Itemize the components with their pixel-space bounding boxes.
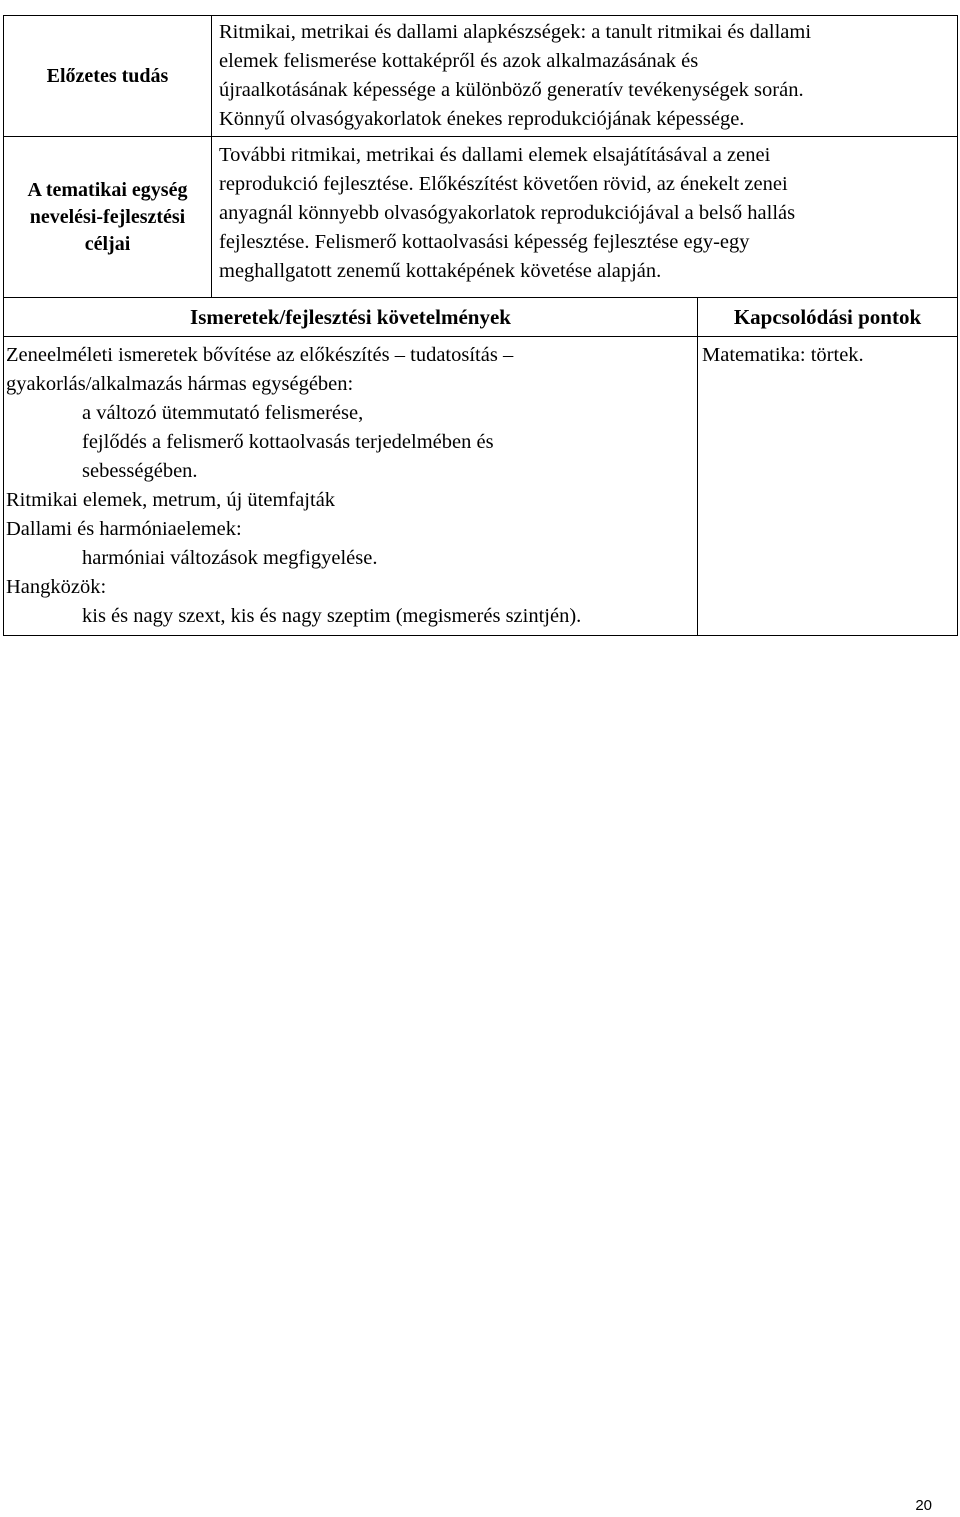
text-line: További ritmikai, metrikai és dallami elemek elsajátításával a zenei [219, 144, 771, 166]
content-row [4, 337, 958, 636]
text-line: Ritmikai, metrikai és dallami alapkészségek: a tanult ritmikai és dallami [219, 21, 812, 43]
requirement-line: sebességében. [82, 460, 198, 482]
goals-text [212, 137, 958, 298]
requirement-line: fejlődés a felismerő kottaolvasás terjedelmében és [82, 431, 494, 453]
goals-label-line: céljai [84, 232, 131, 255]
requirement-line: gyakorlás/alkalmazás hármas egységében: [6, 373, 354, 395]
text-line: anyagnál könnyebb olvasógyakorlatok reprodukciójával a belső hallás [219, 202, 796, 224]
goals-label-line: A tematikai egység [27, 178, 188, 201]
curriculum-table [3, 15, 958, 636]
requirement-line: Dallami és harmóniaelemek: [6, 518, 242, 540]
text-line: meghallgatott zenemű kottaképének követése alapján. [219, 260, 662, 282]
text-line: Könnyű olvasógyakorlatok énekes reprodukciójának képessége. [219, 108, 745, 130]
page-number: 20 [915, 1497, 932, 1514]
requirement-line: Hangközök: [6, 576, 107, 598]
goals-label [4, 137, 212, 298]
requirement-line: a változó ütemmutató felismerése, [82, 402, 364, 424]
requirement-line: harmóniai változások megfigyelése. [82, 547, 378, 569]
requirement-line: Ritmikai elemek, metrum, új ütemfajták [6, 489, 336, 511]
header-row [4, 298, 958, 337]
requirement-line: Zeneelméleti ismeretek bővítése az előkészítés – tudatosítás – [6, 344, 514, 366]
prior-knowledge-row [4, 16, 958, 137]
text-line: reprodukció fejlesztése. Előkészítést követően rövid, az énekelt zenei [219, 173, 788, 195]
goals-label-line: nevelési-fejlesztési [29, 205, 186, 228]
connections-header: Kapcsolódási pontok [698, 298, 958, 337]
goals-row [4, 137, 958, 298]
connections-text: Matematika: törtek. [698, 337, 958, 636]
text-line: fejlesztése. Felismerő kottaolvasási képesség fejlesztése egy-egy [219, 231, 750, 253]
text-line: elemek felismerése kottaképről és azok alkalmazásának és [219, 50, 699, 72]
requirements-list [4, 337, 698, 636]
requirements-header: Ismeretek/fejlesztési követelmények [4, 298, 698, 337]
prior-knowledge-text [212, 16, 958, 137]
text-line: újraalkotásának képessége a különböző generatív tevékenységek során. [219, 79, 804, 101]
requirement-line: kis és nagy szext, kis és nagy szeptim (megismerés szintjén). [82, 605, 582, 627]
prior-knowledge-label: Előzetes tudás [4, 16, 212, 137]
